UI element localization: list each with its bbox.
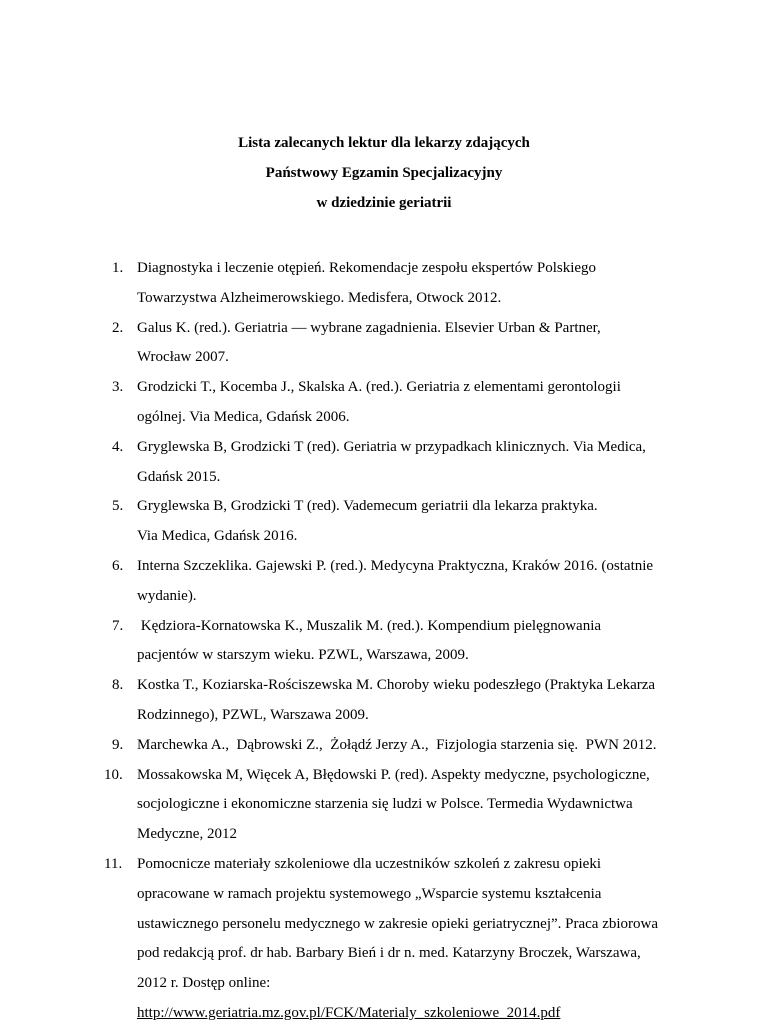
reference-item-7	[0, 612, 768, 672]
title-line-1: Lista zalecanych lektur dla lekarzy zdających	[238, 135, 530, 151]
reference-line: Diagnostyka i leczenie otępień. Rekomendacje zespołu ekspertów Polskiego	[137, 260, 597, 276]
reference-line: Towarzystwa Alzheimerowskiego. Medisfera, Otwock 2012.	[137, 289, 502, 306]
reference-line: Marchewka A., Dąbrowski Z., Żołądź Jerzy A., Fizjologia starzenia się. PWN 2012.	[137, 736, 657, 753]
reference-list	[0, 254, 768, 1029]
reference-number: 4.	[112, 438, 124, 455]
reference-line: Gryglewska B, Grodzicki T (red). Geriatria w przypadkach klinicznych. Via Medica,	[137, 438, 646, 455]
reference-line: 2012 r. Dostęp online:	[137, 975, 271, 992]
reference-item-5	[0, 492, 768, 552]
title-line-2: Państwowy Egzamin Specjalizacyjny	[265, 165, 503, 181]
reference-item-8	[0, 671, 768, 731]
reference-line: opracowane w ramach projektu systemowego „Wsparcie systemu kształcenia	[137, 885, 602, 902]
reference-item-6	[0, 552, 768, 612]
reference-line: pacjentów w starszym wieku. PZWL, Warszawa, 2009.	[137, 647, 469, 664]
reference-number: 7.	[112, 617, 124, 634]
reference-line: Mossakowska M, Więcek A, Błędowski P. (red). Aspekty medyczne, psychologiczne,	[137, 766, 650, 783]
reference-line: ogólnej. Via Medica, Gdańsk 2006.	[137, 408, 350, 425]
reference-line: Kędziora-Kornatowska K., Muszalik M. (red.). Kompendium pielęgnowania	[137, 617, 602, 634]
reference-number: 10.	[104, 766, 123, 783]
title-line-3: w dziedzinie geriatrii	[316, 195, 452, 211]
reference-item-2	[0, 314, 768, 374]
reference-item-1	[0, 254, 768, 314]
reference-item-11	[0, 850, 768, 1029]
reference-number: 2.	[112, 319, 124, 336]
reference-line: Wrocław 2007.	[137, 349, 229, 366]
reference-line: Gryglewska B, Grodzicki T (red). Vademecum geriatrii dla lekarza praktyka.	[137, 498, 598, 515]
reference-number: 5.	[112, 498, 124, 515]
reference-number: 6.	[112, 557, 124, 574]
online-materials-link[interactable]: http://www.geriatria.mz.gov.pl/FCK/Materialy_szkoleniowe_2014.pdf	[137, 1004, 561, 1021]
reference-line: Kostka T., Koziarska-Rościszewska M. Choroby wieku podeszłego (Praktyka Lekarza	[137, 677, 656, 694]
reference-item-10	[0, 761, 768, 850]
reference-item-9	[0, 731, 768, 761]
reference-line: Via Medica, Gdańsk 2016.	[137, 528, 298, 545]
reference-number: 1.	[112, 260, 124, 276]
reference-line: Pomocnicze materiały szkoleniowe dla uczestników szkoleń z zakresu opieki	[137, 855, 602, 872]
reference-number: 8.	[112, 677, 124, 694]
reference-line: Medyczne, 2012	[137, 826, 237, 843]
reference-number: 11.	[104, 855, 123, 872]
reference-item-4	[0, 433, 768, 493]
reference-number: 9.	[112, 736, 124, 753]
reference-line: Interna Szczeklika. Gajewski P. (red.). Medycyna Praktyczna, Kraków 2016. (ostatnie	[137, 557, 654, 574]
document-title	[0, 128, 768, 218]
reference-line: Gdańsk 2015.	[137, 468, 221, 485]
reference-number: 3.	[112, 379, 124, 396]
reference-line: Rodzinnego), PZWL, Warszawa 2009.	[137, 706, 369, 723]
reference-line: Grodzicki T., Kocemba J., Skalska A. (red.). Geriatria z elementami gerontologii	[137, 379, 621, 396]
reference-item-3	[0, 373, 768, 433]
reference-line: ustawicznego personelu medycznego w zakresie opieki geriatrycznej”. Praca zbiorowa	[137, 915, 659, 932]
reference-line: pod redakcją prof. dr hab. Barbary Bień i dr n. med. Katarzyny Broczek, Warszawa,	[137, 945, 641, 962]
reference-line: socjologiczne i ekonomiczne starzenia się ludzi w Polsce. Termedia Wydawnictwa	[137, 796, 633, 813]
reference-line: wydanie).	[137, 587, 197, 604]
reference-line: Galus K. (red.). Geriatria — wybrane zagadnienia. Elsevier Urban & Partner,	[137, 319, 601, 336]
